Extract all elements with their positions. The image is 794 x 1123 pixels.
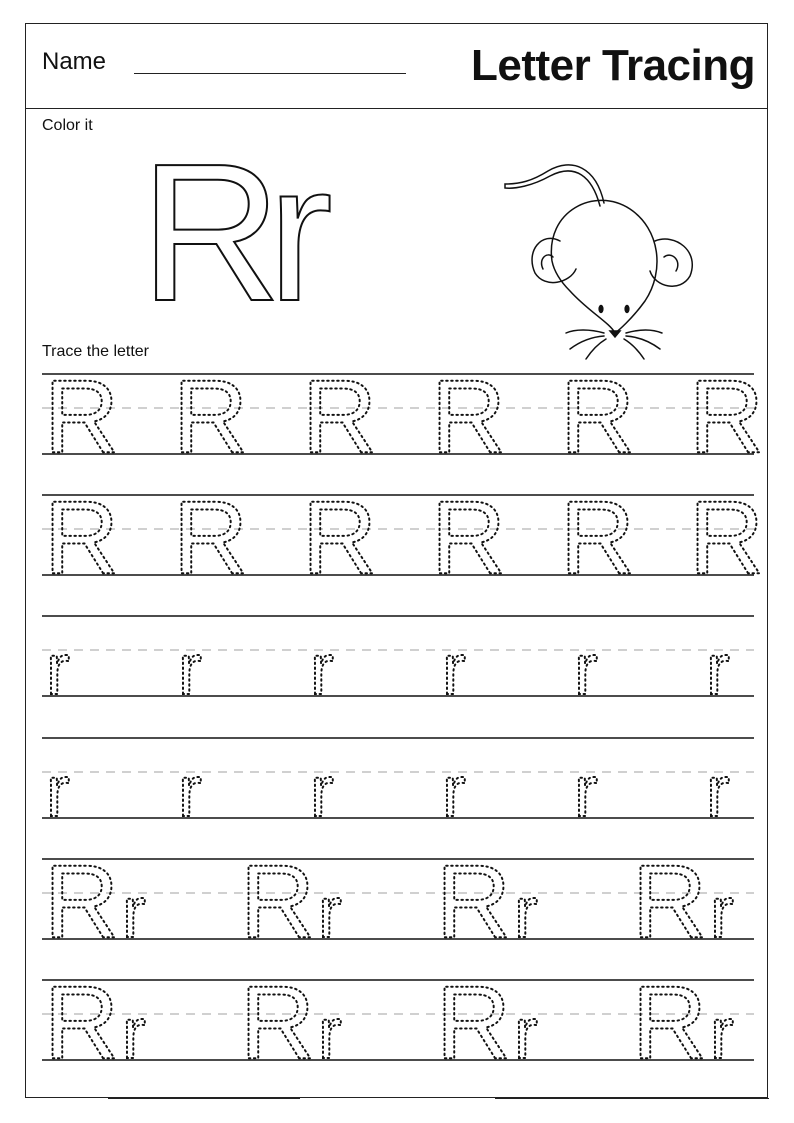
dotted-letter-upper-r: R xyxy=(431,480,507,596)
dotted-letter-lower-r: r xyxy=(122,873,146,953)
dotted-letter-upper-r: R xyxy=(240,844,316,960)
dotted-letter-upper-r: R xyxy=(632,844,708,960)
dotted-letter-lower-r: r xyxy=(442,630,466,710)
dotted-letter-upper-r: R xyxy=(173,480,249,596)
trace-letter-label: Trace the letter xyxy=(42,343,150,360)
footer-line-right xyxy=(495,1098,769,1099)
worksheet-header xyxy=(26,24,767,109)
dotted-letter-lower-r: r xyxy=(122,994,146,1074)
dotted-letter-lower-r: r xyxy=(514,873,538,953)
dotted-letter-lower-r: r xyxy=(318,994,342,1074)
dotted-letter-lower-r: r xyxy=(710,994,734,1074)
dotted-letter-upper-r: R xyxy=(302,359,378,475)
dotted-letter-upper-r: R xyxy=(560,480,636,596)
dotted-letter-upper-r: R xyxy=(436,965,512,1081)
dotted-letter-upper-r: R xyxy=(173,359,249,475)
outline-letters-rr xyxy=(140,123,360,342)
dotted-letter-upper-r: R xyxy=(240,965,316,1081)
mouse-icon xyxy=(500,151,700,331)
footer-line-left xyxy=(108,1098,300,1099)
dotted-letter-upper-r: R xyxy=(44,844,120,960)
dotted-letter-lower-r: r xyxy=(178,630,202,710)
dotted-letter-upper-r: R xyxy=(689,359,765,475)
tracing-area[interactable] xyxy=(42,359,765,1081)
dotted-letter-lower-r: r xyxy=(574,630,598,710)
dotted-letter-lower-r: r xyxy=(178,752,202,832)
dotted-letter-lower-r: r xyxy=(318,873,342,953)
dotted-letter-lower-r: r xyxy=(310,630,334,710)
dotted-letter-lower-r: r xyxy=(46,630,70,710)
dotted-letter-upper-r: R xyxy=(431,359,507,475)
dotted-letter-lower-r: r xyxy=(46,752,70,832)
dotted-letter-upper-r: R xyxy=(560,359,636,475)
dotted-letter-lower-r: r xyxy=(706,752,730,832)
dotted-letter-upper-r: R xyxy=(44,965,120,1081)
dotted-letter-upper-r: R xyxy=(44,359,120,475)
dotted-letter-lower-r: r xyxy=(442,752,466,832)
name-write-line[interactable] xyxy=(134,73,406,74)
name-label: Name xyxy=(42,48,107,75)
dotted-letter-upper-r: R xyxy=(44,480,120,596)
dotted-letter-lower-r: r xyxy=(706,630,730,710)
dotted-letter-upper-r: R xyxy=(436,844,512,960)
dotted-letter-lower-r: r xyxy=(310,752,334,832)
dotted-letter-lower-r: r xyxy=(574,752,598,832)
dotted-letter-upper-r: R xyxy=(632,965,708,1081)
outline-letter-text: Rr xyxy=(140,123,319,342)
page-title: Letter Tracing xyxy=(471,41,755,90)
dotted-letter-upper-r: R xyxy=(689,480,765,596)
worksheet-page xyxy=(25,23,768,1098)
dotted-letter-lower-r: r xyxy=(710,873,734,953)
color-it-label: Color it xyxy=(42,117,93,134)
dotted-letter-upper-r: R xyxy=(302,480,378,596)
dotted-letter-lower-r: r xyxy=(514,994,538,1074)
